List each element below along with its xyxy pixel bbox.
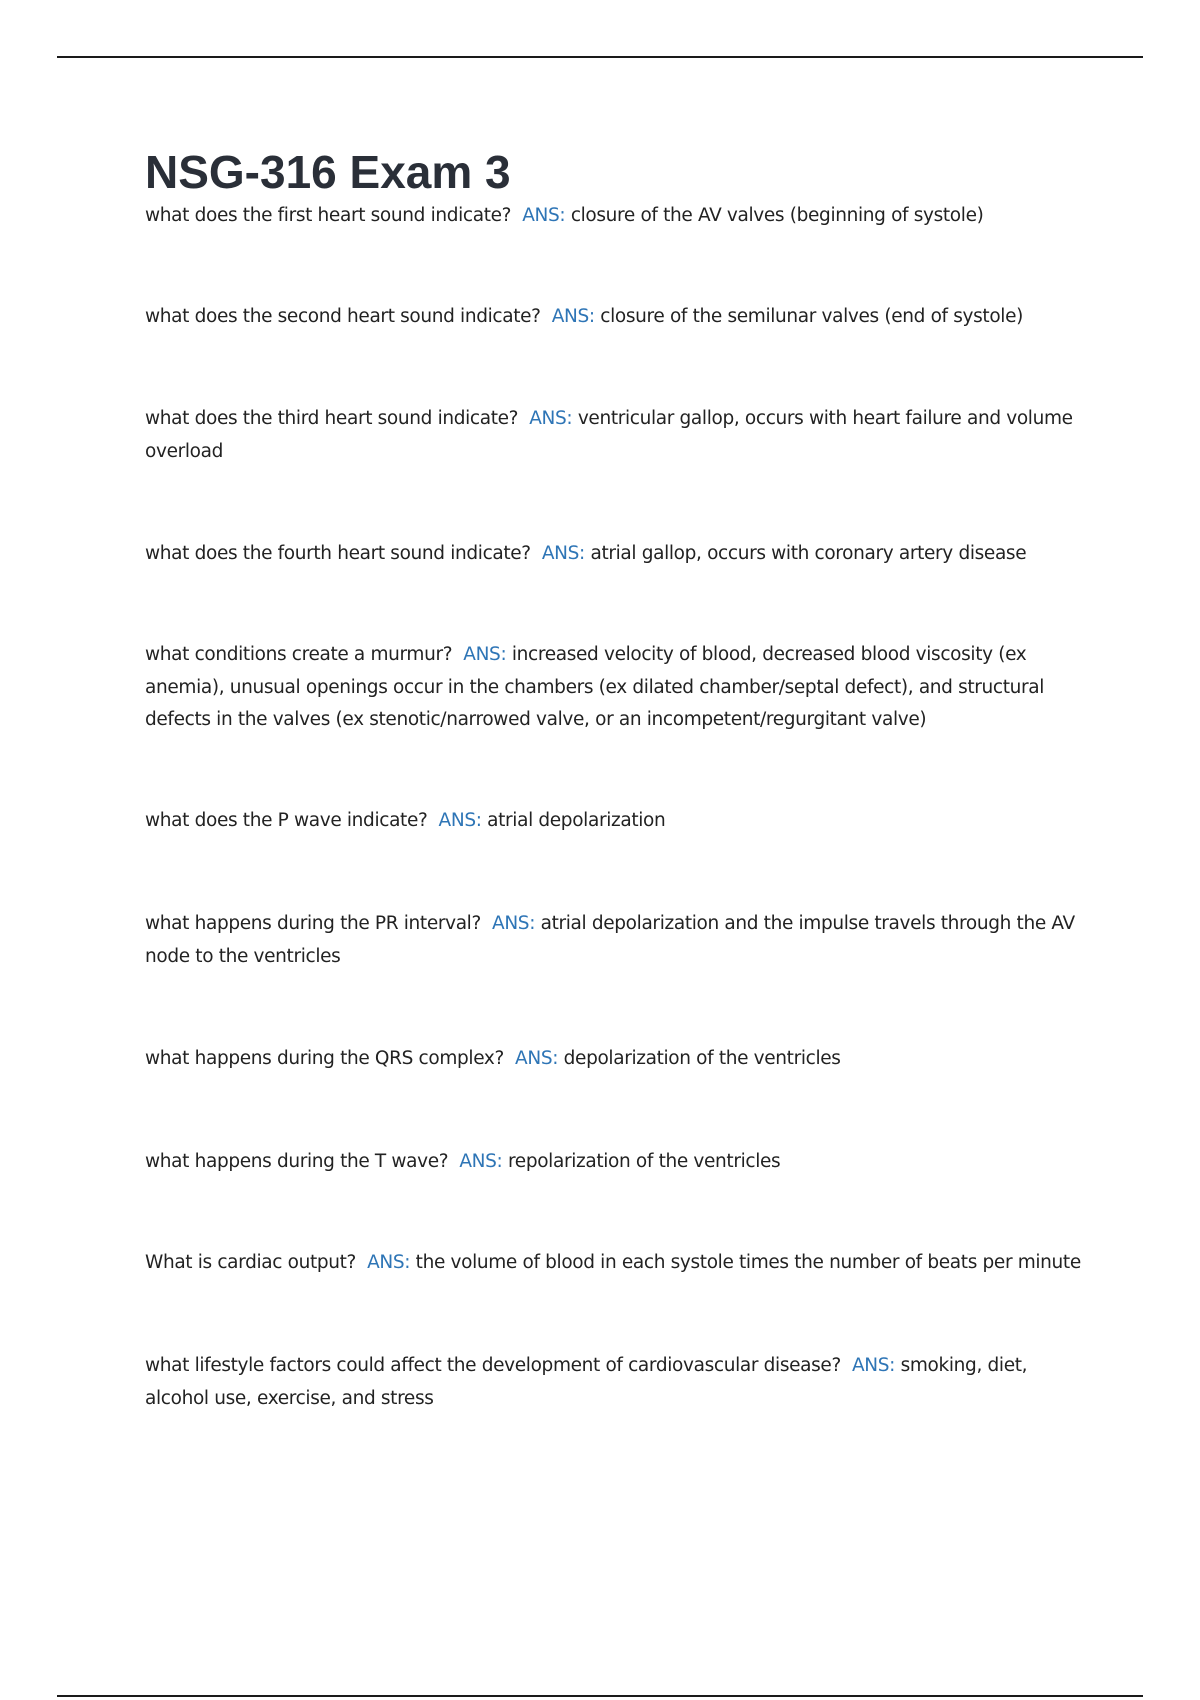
qa-item bbox=[145, 908, 1090, 973]
question-text: what happens during the T wave? bbox=[145, 1151, 449, 1172]
ans-marker: ANS: bbox=[459, 1151, 503, 1172]
qa-item bbox=[145, 1146, 1090, 1179]
ans-marker: ANS: bbox=[367, 1252, 411, 1273]
answer-text: closure of the AV valves (beginning of systole) bbox=[570, 205, 984, 226]
question-text: What is cardiac output? bbox=[145, 1252, 356, 1273]
qa-item bbox=[145, 538, 1090, 571]
qa-item bbox=[145, 1043, 1090, 1076]
answer-text: smoking, diet, alcohol use, exercise, and stress bbox=[145, 1355, 1028, 1409]
answer-text: repolarization of the ventricles bbox=[507, 1151, 781, 1172]
answer-text: the volume of blood in each systole times the number of beats per minute bbox=[415, 1252, 1081, 1273]
answer-text: atrial depolarization bbox=[487, 810, 666, 831]
answer-text: atrial gallop, occurs with coronary artery disease bbox=[590, 543, 1027, 564]
answer-text: increased velocity of blood, decreased blood viscosity (ex anemia), unusual openings occur in the chambers (ex dilated chamber/septal defect), and structural defects in the valves (ex stenotic/narrowed valve, or an incompetent/regurgitant valve) bbox=[145, 644, 1045, 730]
ans-marker: ANS: bbox=[515, 1048, 559, 1069]
document-title: NSG-316 Exam 3 bbox=[145, 146, 511, 198]
header-rule bbox=[57, 56, 1143, 58]
qa-item bbox=[145, 403, 1090, 468]
question-text: what does the P wave indicate? bbox=[145, 810, 428, 831]
qa-item bbox=[145, 639, 1090, 737]
qa-item bbox=[145, 200, 1090, 233]
question-text: what does the second heart sound indicate? bbox=[145, 306, 541, 327]
question-text: what happens during the PR interval? bbox=[145, 913, 481, 934]
question-text: what does the fourth heart sound indicate? bbox=[145, 543, 531, 564]
qa-item bbox=[145, 301, 1090, 334]
ans-marker: ANS: bbox=[438, 810, 482, 831]
question-text: what lifestyle factors could affect the development of cardiovascular disease? bbox=[145, 1355, 841, 1376]
qa-item bbox=[145, 1350, 1090, 1415]
qa-item bbox=[145, 1247, 1090, 1280]
question-text: what conditions create a murmur? bbox=[145, 644, 453, 665]
qa-item bbox=[145, 805, 1090, 838]
ans-marker: ANS: bbox=[522, 205, 566, 226]
question-text: what does the first heart sound indicate? bbox=[145, 205, 512, 226]
answer-text: closure of the semilunar valves (end of systole) bbox=[600, 306, 1023, 327]
ans-marker: ANS: bbox=[551, 306, 595, 327]
footer-rule bbox=[57, 1695, 1143, 1697]
ans-marker: ANS: bbox=[529, 408, 573, 429]
question-text: what does the third heart sound indicate? bbox=[145, 408, 519, 429]
ans-marker: ANS: bbox=[541, 543, 585, 564]
ans-marker: ANS: bbox=[851, 1355, 896, 1376]
ans-marker: ANS: bbox=[463, 644, 507, 665]
question-text: what happens during the QRS complex? bbox=[145, 1048, 504, 1069]
answer-text: atrial depolarization and the impulse travels through the AV node to the ventricles bbox=[145, 913, 1075, 967]
answer-text: depolarization of the ventricles bbox=[563, 1048, 841, 1069]
answer-text: ventricular gallop, occurs with heart failure and volume overload bbox=[145, 408, 1073, 462]
ans-marker: ANS: bbox=[492, 913, 536, 934]
